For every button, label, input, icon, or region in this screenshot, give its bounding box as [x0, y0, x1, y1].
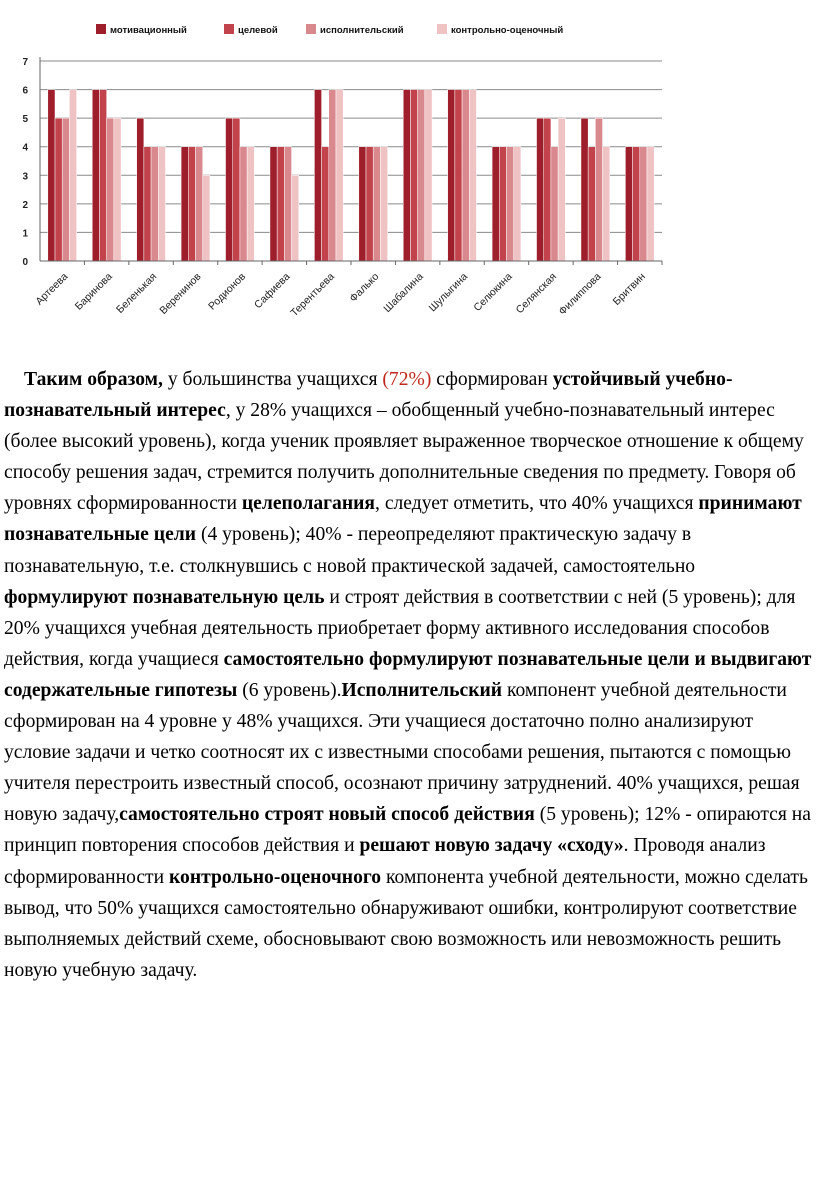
x-category-label: Терентьева — [288, 270, 337, 320]
text-run: у большинства учащихся — [162, 369, 383, 390]
bar — [292, 175, 299, 261]
legend-label: исполнительский — [320, 25, 404, 36]
bar — [48, 90, 55, 261]
phrase-bold: самостоятельно строят новый способ действия — [119, 804, 535, 826]
x-axis — [40, 57, 662, 265]
bar — [425, 90, 432, 261]
phrase-bold: Исполнительский — [341, 679, 503, 701]
y-tick-label: 5 — [22, 114, 28, 126]
bar — [92, 90, 99, 261]
x-category-label: Шабалина — [381, 270, 426, 315]
bar — [99, 90, 106, 261]
bar — [499, 147, 506, 261]
text-run: компонента учебной деятельности, можно сделать вывод, что 50% учащихся самостоятельно обнаруживают ошибки, контролируют соответствие выполняемых действий схеме, обосновывают свою возможность или невозможность решить новую учебную задачу. — [4, 866, 808, 981]
bar — [137, 118, 144, 261]
text-run: сформирован — [431, 369, 553, 390]
phrase-bold: устойчивый учебно-познавательный интерес — [4, 369, 733, 422]
y-tick-label: 7 — [22, 57, 28, 68]
text-run: (4 уровень); 40% - переопределяют практическую задачу в познавательную, т.е. столкнувшись с новой практической задачей, самостоятельно — [4, 524, 696, 577]
x-category-label: Фалько — [347, 270, 382, 305]
y-tick-label: 2 — [22, 199, 28, 211]
bar — [455, 90, 462, 261]
bar — [196, 147, 203, 261]
bar — [507, 147, 514, 261]
bar — [151, 147, 158, 261]
bar — [633, 147, 640, 261]
x-category-label: Шулыгина — [426, 270, 471, 315]
bar — [462, 90, 469, 261]
legend-label: целевой — [238, 25, 278, 36]
text-run: , следует отметить, что 40% учащихся — [375, 493, 699, 515]
x-category-label: Веренинов — [157, 270, 204, 317]
bar — [544, 118, 551, 261]
x-category-label: Селюкина — [471, 270, 515, 314]
bar — [403, 90, 410, 261]
phrase-bold: формулируют познавательную цель — [4, 586, 325, 608]
bar — [640, 147, 647, 261]
text-run: компонент учебной деятельности сформирован на 4 уровне у 48% учащихся. Эти учащиеся достаточно полно анализируют условие задачи и четко соотносят их с известными способами решения, пытаются с помощью учителя перестроить известный способ, осознают причину затруднений. 40% учащихся, решая новую задачу, — [4, 679, 800, 826]
bar — [366, 147, 373, 261]
bar — [226, 118, 233, 261]
bar — [581, 118, 588, 261]
legend-swatch — [437, 24, 447, 34]
bar — [647, 147, 654, 261]
phrase-bold: Таким образом, — [24, 369, 163, 390]
text-run: (6 уровень). — [237, 679, 342, 701]
phrase-bold: целеполагания — [241, 493, 376, 515]
bar — [469, 90, 476, 261]
bar — [233, 118, 240, 261]
bar — [322, 147, 329, 261]
bar — [181, 147, 188, 261]
conclusion-text — [4, 364, 812, 986]
legend-swatch — [306, 24, 316, 34]
bar — [359, 147, 366, 261]
bar — [595, 118, 602, 261]
x-category-label: Родионов — [206, 270, 249, 313]
legend-label: контрольно-оценочный — [451, 25, 564, 36]
y-tick-label: 0 — [22, 257, 28, 268]
bar — [514, 147, 521, 261]
text-run: . Проводя анализ сформированности — [4, 835, 766, 888]
bar — [448, 90, 455, 261]
legend-swatch — [224, 24, 234, 34]
x-category-label: Баринова — [72, 270, 115, 313]
text-run: (5 уровень); 12% - опираются на принцип повторения способов действия и — [4, 804, 811, 857]
y-tick-label: 6 — [22, 85, 28, 97]
bar — [537, 118, 544, 261]
phrase-bold: принимают познавательные цели — [4, 493, 802, 546]
bar — [247, 147, 254, 261]
bar — [203, 175, 210, 261]
bar — [588, 147, 595, 261]
y-tick-label: 1 — [22, 228, 28, 240]
x-category-label: Бритвин — [610, 270, 648, 308]
bar — [551, 147, 558, 261]
bar — [188, 147, 195, 261]
bar — [314, 90, 321, 261]
y-axis-ticks — [22, 57, 28, 268]
chart-gridlines — [40, 61, 662, 232]
chart-legend — [96, 24, 563, 36]
bar — [625, 147, 632, 261]
x-category-label: Беленькая — [113, 270, 160, 316]
phrase-bold: контрольно-оценочного — [169, 866, 382, 888]
x-category-label: Филиппова — [556, 270, 604, 318]
student-levels-bar-chart — [0, 0, 816, 350]
y-tick-label: 3 — [22, 171, 28, 183]
bar — [240, 147, 247, 261]
bar — [62, 118, 69, 261]
bar — [144, 147, 151, 261]
bar — [284, 147, 291, 261]
bar — [114, 118, 121, 261]
bar — [277, 147, 284, 261]
bar — [329, 90, 336, 261]
bar — [107, 118, 114, 261]
bar — [158, 147, 165, 261]
bar — [69, 90, 76, 261]
bar — [410, 90, 417, 261]
bar — [603, 147, 610, 261]
bar — [55, 118, 62, 261]
x-category-label: Сафиева — [252, 270, 293, 312]
bar — [492, 147, 499, 261]
x-axis-category-labels — [33, 270, 648, 319]
legend-swatch — [96, 24, 106, 34]
bar — [380, 147, 387, 261]
text-run: и строят действия в соответствии с ней (5 уровень); для 20% учащихся учебная деятельность приобретает форму активного исследования способов действия, когда учащиеся — [4, 586, 796, 670]
bar — [558, 118, 565, 261]
legend-label: мотивационный — [110, 25, 187, 36]
bar — [336, 90, 343, 261]
text-run: , у 28% учащихся – обобщенный учебно-познавательный интерес (более высокий уровень), когда ученик проявляет выраженное творческое отношение к общему способу решения задач, стремится получить дополнительные сведения по предмету. Говоря об уровнях сформированности — [4, 400, 804, 515]
phrase-bold: самостоятельно формулируют познавательные цели и выдвигают содержательные гипотезы — [4, 648, 812, 701]
y-tick-label: 4 — [22, 142, 28, 154]
x-category-label: Артеева — [33, 270, 71, 308]
bar — [418, 90, 425, 261]
x-category-label: Селянская — [513, 270, 560, 317]
conclusion-paragraph — [4, 364, 812, 986]
bar — [270, 147, 277, 261]
bar — [373, 147, 380, 261]
percent-highlight: (72%) — [382, 369, 432, 390]
phrase-bold: решают новую задачу «сходу» — [359, 835, 624, 857]
